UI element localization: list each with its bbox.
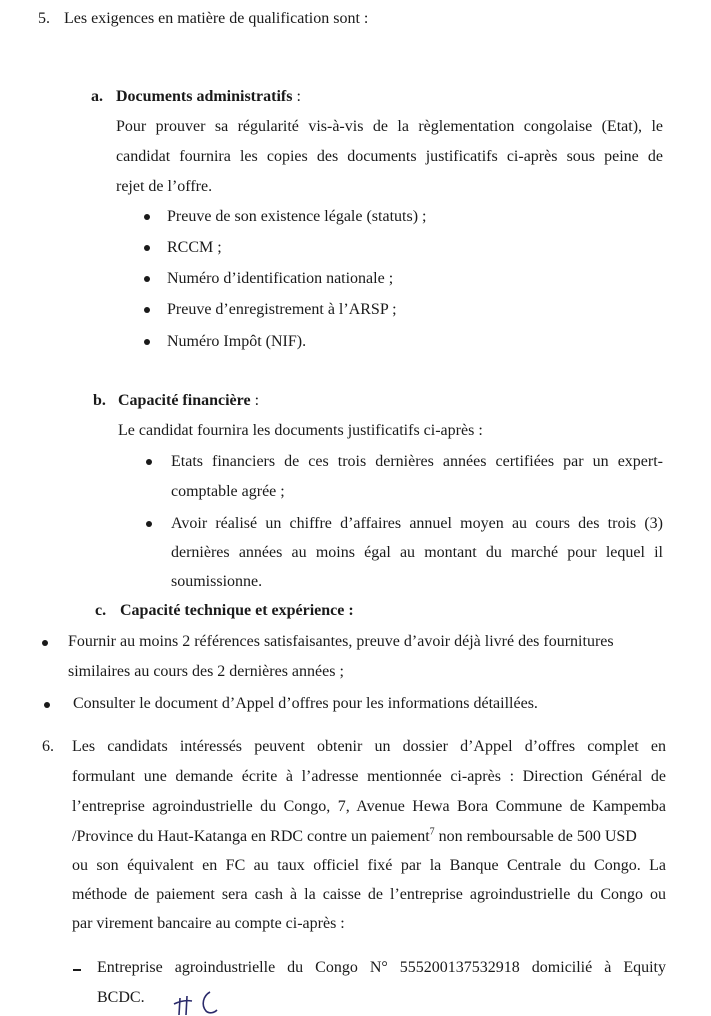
section-b-intro: Le candidat fournira les documents justificatifs ci-après : — [118, 422, 483, 439]
signature-icon — [170, 988, 230, 1016]
section-c-item-1-line-2: similaires au cours des 2 dernières années ; — [68, 663, 344, 680]
section-b-heading — [118, 391, 259, 411]
account-line-1: Entreprise agroindustrielle du Congo N° 555200137532918 domicilié à Equity — [97, 959, 666, 976]
section-b-title: Capacité financière — [118, 392, 251, 409]
bullet-icon — [44, 702, 50, 708]
section-5-heading: Les exigences en matière de qualification sont : — [64, 10, 369, 27]
bullet-icon — [42, 640, 48, 646]
bullet-icon — [144, 214, 150, 220]
section-c-letter: c. — [95, 602, 107, 619]
list-item: Numéro d’identification nationale ; — [167, 270, 394, 287]
list-item: RCCM ; — [167, 239, 222, 256]
section-b-item-2-line-1: Avoir réalisé un chiffre d’affaires annuel moyen au cours des trois (3) — [171, 515, 663, 532]
section-b-item-1-line-1: Etats financiers de ces trois dernières années certifiées par un expert- — [171, 453, 663, 470]
section-b-item-2-line-3: soumissionne. — [171, 573, 263, 590]
section-6-line-2: formulant une demande écrite à l’adresse mentionnée ci-après : Direction Général de — [72, 768, 666, 785]
section-c-item-1-line-1: Fournir au moins 2 références satisfaisantes, preuve d’avoir déjà livré des fournitures — [68, 633, 614, 650]
list-item: Preuve d’enregistrement à l’ARSP ; — [167, 301, 397, 318]
section-a-intro-line-1: Pour prouver sa régularité vis-à-vis de la règlementation congolaise (Etat), le — [116, 118, 663, 135]
section-b-item-2-line-2: dernières années au moins égal au montant du marché pour lequel il — [171, 544, 663, 561]
section-6-line-1: Les candidats intéressés peuvent obtenir un dossier d’Appel d’offres complet en — [72, 738, 666, 755]
bullet-icon — [144, 307, 150, 313]
section-a-heading — [116, 87, 301, 107]
section-b-colon: : — [250, 392, 260, 409]
bullet-icon — [146, 521, 152, 527]
section-a-letter: a. — [91, 88, 103, 105]
bullet-icon — [146, 459, 152, 465]
section-6-line-6: méthode de paiement sera cash à la caisse de l’entreprise agroindustrielle du Congo ou — [72, 886, 666, 903]
section-6-line-4-end: non remboursable de 500 USD — [434, 828, 637, 845]
footnote-marker: 7 — [429, 826, 435, 838]
bullet-icon — [144, 276, 150, 282]
section-c-item-2: Consulter le document d’Appel d’offres pour les informations détaillées. — [73, 695, 538, 712]
section-6-line-4-start: /Province du Haut-Katanga en RDC contre un paiement — [72, 828, 430, 845]
section-c-title: Capacité technique et expérience : — [120, 602, 354, 619]
section-6-number: 6. — [42, 738, 54, 755]
section-b-item-1-line-2: comptable agrée ; — [171, 483, 285, 500]
bullet-icon — [144, 339, 150, 345]
section-6-line-4 — [72, 827, 637, 847]
bullet-icon — [144, 245, 150, 251]
section-a-title: Documents administratifs — [116, 88, 293, 105]
section-6-line-3: l’entreprise agroindustrielle du Congo, 7, Avenue Hewa Bora Commune de Kampemba — [72, 798, 666, 815]
account-line-2: BCDC. — [97, 989, 145, 1006]
section-a-intro-line-2: candidat fournira les copies des documents justificatifs ci-après sous peine de — [116, 148, 663, 165]
list-item: Numéro Impôt (NIF). — [167, 333, 307, 350]
list-item: Preuve de son existence légale (statuts) ; — [167, 208, 427, 225]
section-6-line-5: ou son équivalent en FC au taux officiel fixé par la Banque Centrale du Congo. La — [72, 857, 666, 874]
section-a-colon: : — [292, 88, 301, 105]
section-a-intro-line-3: rejet de l’offre. — [116, 178, 213, 195]
dash-icon — [73, 969, 81, 971]
section-6-line-7: par virement bancaire au compte ci-après : — [72, 915, 345, 932]
section-5-number: 5. — [38, 10, 50, 27]
section-b-letter: b. — [93, 392, 106, 409]
